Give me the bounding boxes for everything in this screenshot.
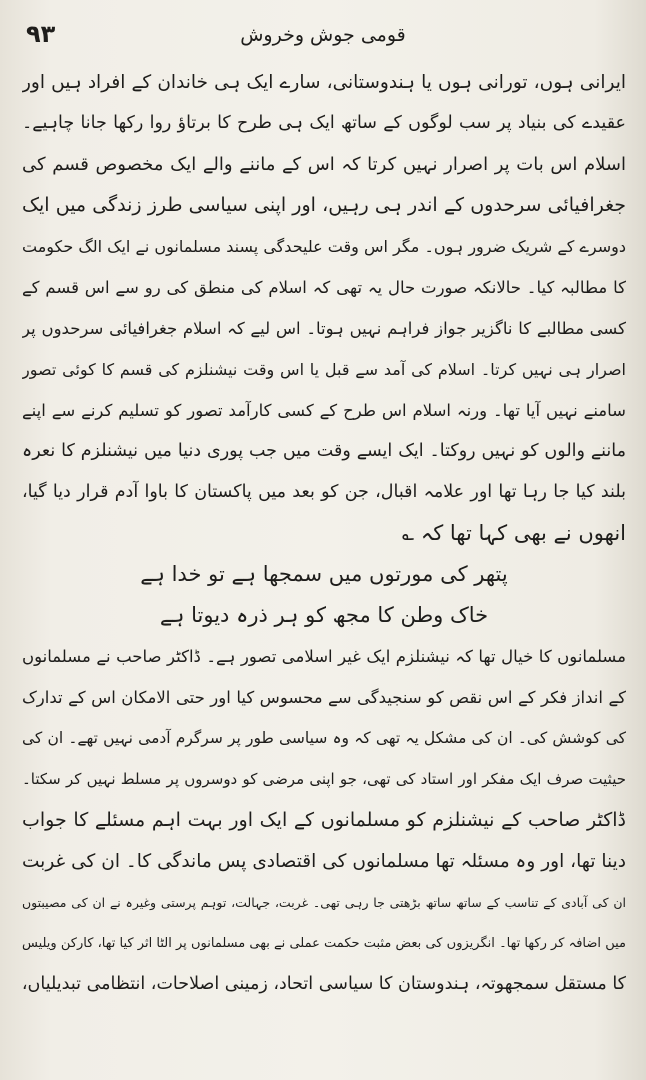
text-line: عقیدے کی بنیاد پر سب لوگوں کے ساتھ ایک ہی طرح کا برتاؤ روا رکھا جانا چاہیے۔: [22, 113, 626, 133]
body-text: [22, 62, 626, 1005]
text-line: ماننے والوں کو نہیں روکتا۔ ایک ایسے وقت میں جب پوری دنیا میں نیشنلزم کا نعرہ: [22, 441, 626, 461]
couplet-line: خاک وطن کا مجھ کو ہر ذرہ دیوتا ہے: [159, 603, 489, 627]
text-line: دوسرے کے شریک ضرور ہوں۔ مگر اس وقت علیحدگی پسند مسلمانوں نے ایک الگ حکومت: [22, 237, 626, 256]
text-line: اصرار ہی نہیں کرتا۔ اسلام کی آمد سے قبل یا اس وقت نیشنلزم کی قسم کا کوئی تصور: [22, 360, 626, 379]
text-line: کسی مطالبے کا ناگزیر جواز فراہم نہیں ہوتا۔ اس لیے کہ اسلام جغرافیائی سرحدوں پر: [22, 319, 626, 338]
text-line: حیثیت صرف ایک مفکر اور استاد کی تھی، جو اپنی مرضی کو دوسروں پر مسلط نہیں کر سکتا۔: [22, 770, 626, 788]
running-head: قومی جوش وخروش: [240, 24, 406, 46]
text-line: کا مطالبہ کیا۔ حالانکہ صورت حال یہ تھی کہ اسلام کی منطق کی رو سے اس قسم کے: [22, 278, 626, 297]
text-line: کے انداز فکر کے اس نقص کو سنجیدگی سے محسوس کیا اور حتی الامکان اس کے تدارک: [22, 688, 626, 707]
text-line: جغرافیائی سرحدوں کے اندر ہی رہیں، اور اپنی سیاسی طرز زندگی میں ایک: [22, 194, 626, 216]
text-line: بلند کیا جا رہا تھا اور علامہ اقبال، جن کو بعد میں پاکستان کا باوا آدم قرار دیا گیا،: [22, 482, 626, 502]
text-line: میں اضافہ کر رکھا تھا۔ انگریزوں کی بعض مثبت حکمت عملی نے بھی مسلمانوں پر الٹا اثر کیا تھا، کارکن ویلیس: [22, 936, 626, 951]
text-line: مسلمانوں کا خیال تھا کہ نیشنلزم ایک غیر اسلامی تصور ہے۔ ڈاکٹر صاحب نے مسلمانوں: [22, 647, 626, 666]
text-line: کی کوشش کی۔ ان کی مشکل یہ تھی کہ وہ سیاسی طور پر سرگرم آدمی نہیں تھے۔ ان کی: [22, 729, 626, 747]
text-line: انھوں نے بھی کہا تھا کہ ؎: [401, 521, 626, 545]
text-line: دینا تھا، اور وہ مسئلہ تھا مسلمانوں کی اقتصادی پس ماندگی کا۔ ان کی غربت: [22, 851, 626, 872]
page-number: ۹۳: [26, 20, 56, 48]
couplet-line: پتھر کی مورتوں میں سمجھا ہے تو خدا ہے: [140, 562, 508, 586]
text-line: ایرانی ہوں، تورانی ہوں یا ہندوستانی، سارے ایک ہی خاندان کے افراد ہیں اور: [22, 72, 626, 93]
text-line: ان کی آبادی کے تناسب کے ساتھ ساتھ بڑھتی جا رہی تھی۔ غربت، جہالت، توہم پرستی وغیرہ نے ان کی مصیبتوں: [22, 895, 626, 910]
text-line: ڈاکٹر صاحب کے نیشنلزم کو مسلمانوں کے ایک اور بہت اہم مسئلے کا جواب: [22, 809, 626, 831]
text-line: سامنے نہیں آیا تھا۔ ورنہ اسلام اس طرح کے کسی کارآمد تصور کو تسلیم کرنے سے اپنے: [22, 401, 626, 420]
text-line: اسلام اس بات پر اصرار نہیں کرتا کہ اس کے ماننے والے ایک مخصوص قسم کی: [22, 154, 626, 175]
text-line: کا مستقل سمجھوتہ، ہندوستان کا سیاسی اتحاد، زمینی اصلاحات، انتظامی تبدیلیاں،: [22, 974, 626, 994]
